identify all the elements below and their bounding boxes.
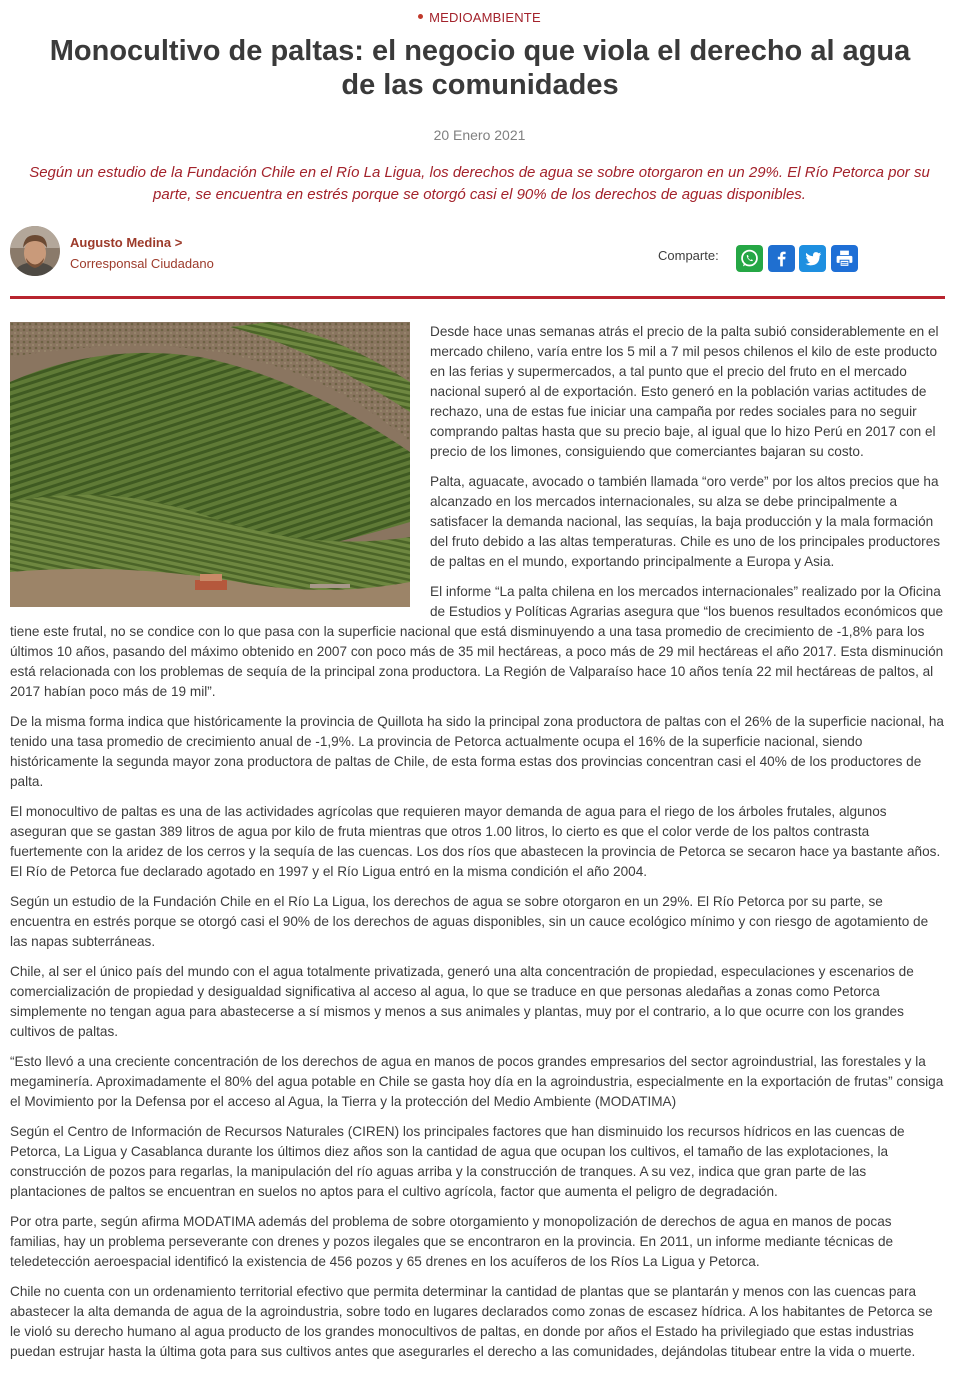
- photo-spacer: [10, 322, 430, 607]
- body-paragraph: El informe “La palta chilena en los mercados internacionales” realizado por la Oficina de Estudios y Políticas Agrarias asegura que “los buenos resultados económicos que tiene este frutal, no se condice con lo que pasa con la superficie nacional que está disminuyendo a una tasa promedio de crecimiento de -1,8% para los últimos 10 años, pasando del máximo obtenido en 2007 con poco más de 35 mil hectáreas, a poco más de 29 mil hectáreas el año 2017. Esta disminución está relacionada con los problemas de sequía de la principal zona productora. La Región de Valparaíso hace 10 años tenía 22 mil hectáreas de paltos, al 2017 habían poco más de 19 mil”.: [10, 584, 944, 699]
- print-button[interactable]: [831, 245, 858, 272]
- category-text[interactable]: MEDIOAMBIENTE: [429, 10, 541, 25]
- header-divider: [10, 296, 945, 299]
- whatsapp-share-button[interactable]: [736, 245, 763, 272]
- publish-date: 20 Enero 2021: [433, 127, 526, 143]
- body-paragraph: Por otra parte, según afirma MODATIMA además del problema de sobre otorgamiento y monopolización de derechos de agua en manos de pocas familias, hay un problema perseverante con drenes y pozos ilegales que se encontraron en la provincia. En 2011, un informe mediante técnicas de teledetección aeroespacial identificó la existencia de 456 pozos y 65 drenes en los acuíferos de los Ríos La Ligua y Petorca.: [10, 1214, 894, 1269]
- author-avatar[interactable]: [10, 226, 60, 276]
- body-paragraph: De la misma forma indica que históricamente la provincia de Quillota ha sido la principal zona productora de paltas con el 26% de la superficie nacional, ha tenido una tasa promedio de crecimiento anual de -1,9%. La provincia de Petorca actualmente ocupa el 16% de la superficie nacional, siendo históricamente la segunda mayor zona productora de paltas de Chile, de esta forma estas dos provincias concentran casi el 40% de los productores de palta.: [10, 714, 944, 789]
- body-paragraph: “Esto llevó a una creciente concentración de los derechos de agua en manos de pocos grandes empresarios del sector agroindustrial, las forestales y la megaminería. Aproximadamente el 80% del agua potable en Chile se gasta hoy día en la agroindustria, especialmente en la exportación de frutas” consiga el Movimiento por la Defensa por el acceso al Agua, la Tierra y la protección del Medio Ambiente (MODATIMA): [10, 1054, 944, 1109]
- body-paragraph: El monocultivo de paltas es una de las actividades agrícolas que requieren mayor demanda de agua para el riego de los árboles frutales, algunos aseguran que se gastan 389 litros de agua por kilo de fruta mientras que otros 1.00 litros, lo cierto es que el color verde de los paltos contrasta fuertemente con la aridez de los cerros y la sequía de las cuencas. Los dos ríos que abastecen la provincia de Petorca se secaron hace ya bastante años. El Río de Petorca fue declarado agotado en 1997 y el Río Ligua entró en la misma condición el año 2004.: [10, 804, 941, 879]
- body-paragraph: Desde hace unas semanas atrás el precio de la palta subió considerablemente en el mercado chileno, varía entre los 5 mil a 7 mil pesos chilenos el kilo de este producto en las ferias y supermercados, a tal punto que el precio del fruto en el mercado nacional superó al de exportación. Esto generó en la población varias actitudes de rechazo, una de estas fue iniciar una campaña por redes sociales para no seguir comprando paltas hasta que su precio baje, al igual que lo hizo Perú en 2017 con el precio de los limones, consiguiendo que comerciantes bajaran su costo.: [430, 324, 939, 459]
- author-name-link[interactable]: Augusto Medina >: [70, 235, 183, 250]
- share-label: Comparte:: [658, 248, 719, 263]
- twitter-share-button[interactable]: [799, 245, 826, 272]
- body-paragraph: Según el Centro de Información de Recursos Naturales (CIREN) los principales factores que han disminuido los recursos hídricos en las cuencas de Petorca, La Ligua y Casablanca durante los últimos diez años son la cantidad de agua que ocupan los cultivos, el tamaño de las explotaciones, la construcción de pozos para regarlas, la manipulación del río aguas arriba y la construcción de tranques. A su vez, indica que gran parte de las plantaciones de paltos se encuentran en suelos no aptos para el cultivo agrícola, factor que aumenta el peligro de degradación.: [10, 1124, 905, 1199]
- facebook-share-button[interactable]: [768, 245, 795, 272]
- body-paragraph: Chile no cuenta con un ordenamiento territorial efectivo que permita determinar la cantidad de plantas que se plantarán y menos con las cuencas para abastecer la alta demanda de agua de la agroindustria, sobre todo en lugares declarados como zonas de escasez hídrica. A los habitantes de Petorca se le violó su derecho humano al agua producto de los grandes monocultivos de paltas, en donde por años el Estado ha privilegiado que estas industrias puedan estrujar hasta la última gota para sus cultivos antes que asegurarles el derecho a las comunidades, dejándolas titubear entre la vida o muerte.: [10, 1284, 933, 1359]
- body-paragraph: Palta, aguacate, avocado o también llamada “oro verde” por los altos precios que ha alcanzado en los mercados internacionales, su alza se debe principalmente a satisfacer la demanda nacional, las sequías, la baja producción y la mala formación del fruto debido a las altas temperaturas. Chile es uno de los principales productores de paltas en el mundo, exportando principalmente a Europa y Asia.: [430, 474, 941, 569]
- body-paragraph: Según un estudio de la Fundación Chile en el Río La Ligua, los derechos de agua se sobre otorgaron en un 29%. El Río Petorca por su parte, se encuentra en estrés porque se otorgó casi el 90% de los derechos de aguas disponibles, sin un cauce ecológico mínimo y con riesgo de agotamiento de las napas subterráneas.: [10, 894, 929, 949]
- whatsapp-icon: [739, 248, 760, 269]
- category-label[interactable]: [0, 10, 959, 25]
- page-title: Monocultivo de paltas: el negocio que viola el derecho al agua de las comunidades: [49, 35, 911, 101]
- twitter-icon: [802, 248, 824, 270]
- article-body: [10, 322, 945, 1372]
- article-lead: Según un estudio de la Fundación Chile en el Río La Ligua, los derechos de agua se sobre otorgaron en un 29%. El Río Petorca por su parte, se encuentra en estrés porque se otorgó casi el 90% de los derechos de aguas disponibles.: [29, 164, 930, 203]
- body-paragraph: Chile, al ser el único país del mundo con el agua totalmente privatizada, generó una alta concentración de propiedad, especulaciones y escenarios de comercialización de propiedad y desigualdad significativa al acceso al agua, lo que se traduce en que personas aledañas a zonas como Petorca simplemente no tengan agua para abastecerse a sí mismos y menos a sus animales y plantas, muy por el contrario, a lo que ocurre con los grandes cultivos de paltas.: [10, 964, 914, 1039]
- author-role: Corresponsal Ciudadano: [70, 256, 214, 271]
- category-dot-icon: [418, 14, 423, 19]
- avatar-photo-icon: [10, 226, 60, 276]
- print-icon: [834, 248, 855, 269]
- facebook-icon: [771, 248, 792, 269]
